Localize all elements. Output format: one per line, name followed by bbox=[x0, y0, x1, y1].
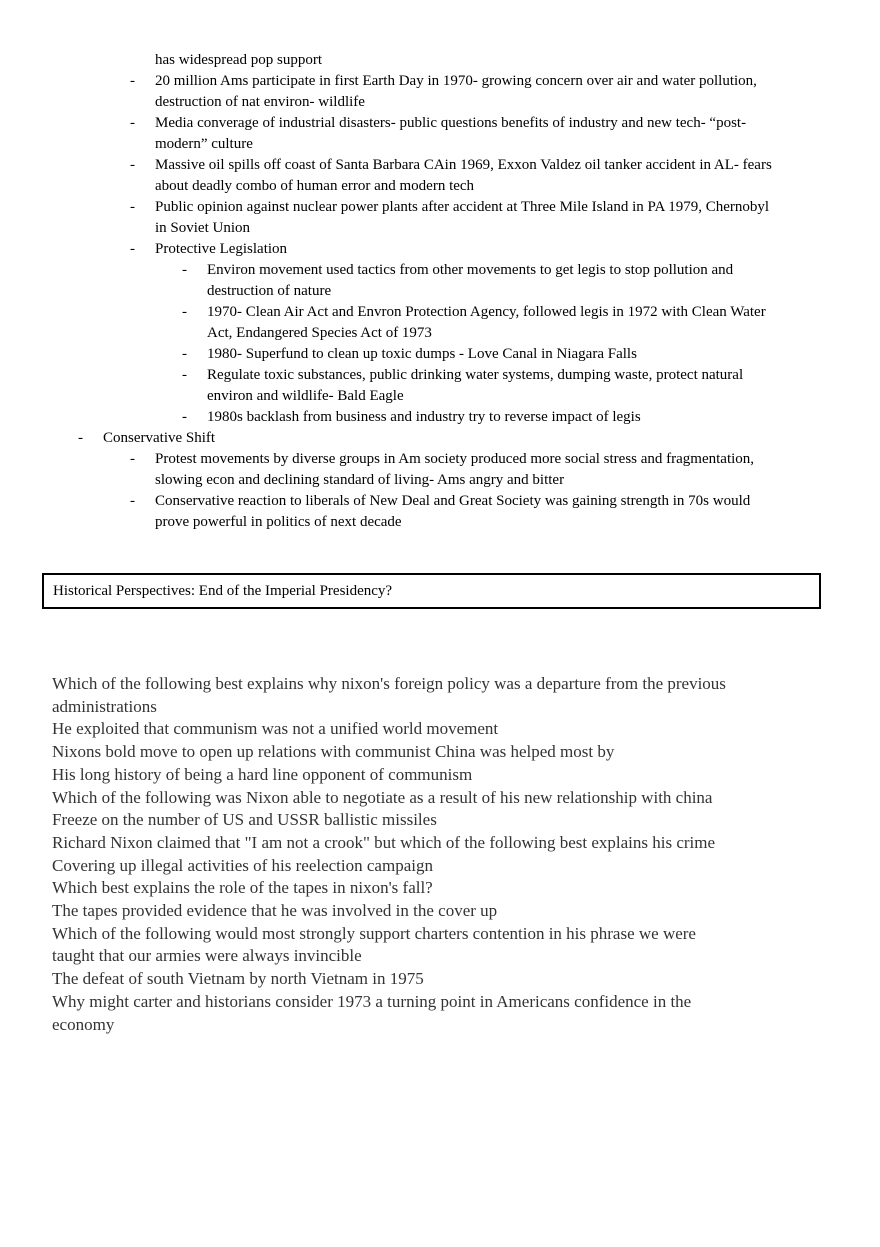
outline-item-text: Protective Legislation bbox=[155, 241, 288, 257]
answer-line: Freeze on the number of US and USSR ballistic missiles bbox=[52, 810, 437, 830]
bullet-dash: - bbox=[182, 367, 187, 383]
bullet-dash: - bbox=[130, 157, 135, 173]
outline-item-text: Conservative Shift bbox=[103, 430, 216, 446]
outline-item-text: Massive oil spills off coast of Santa Barbara CAin 1969, Exxon Valdez oil tanker accident in AL- fears about deadly combo of human error and modern tech bbox=[155, 157, 772, 194]
outline-item-text: 20 million Ams participate in first Earth Day in 1970- growing concern over air and water pollution, destruction of nat environ- wildlife bbox=[155, 73, 757, 110]
outline-item-text: Public opinion against nuclear power plants after accident at Three Mile Island in PA 1979, Chernobyl in Soviet Union bbox=[155, 199, 770, 236]
bullet-dash: - bbox=[78, 430, 83, 446]
bullet-dash: - bbox=[130, 115, 135, 131]
outline-item-text: Conservative reaction to liberals of New Deal and Great Society was gaining strength in 70s would prove powerful in politics of next decade bbox=[155, 493, 751, 530]
bullet-dash: - bbox=[182, 304, 187, 320]
notes-outline bbox=[0, 50, 880, 533]
answer-line: The defeat of south Vietnam by north Vietnam in 1975 bbox=[52, 969, 424, 989]
question-line: Which of the following would most strongly support charters contention in his phrase we were taught that our armies were always invincible bbox=[52, 923, 696, 966]
outline-item bbox=[0, 407, 880, 428]
outline-item bbox=[0, 491, 880, 533]
answer-line: His long history of being a hard line opponent of communism bbox=[52, 764, 473, 784]
bullet-dash: - bbox=[130, 241, 135, 257]
question-line: Richard Nixon claimed that "I am not a crook" but which of the following best explains his crime bbox=[52, 832, 716, 852]
outline-item-text: Environ movement used tactics from other movements to get legis to stop pollution and destruction of nature bbox=[207, 262, 734, 299]
question-line: Which best explains the role of the tapes in nixon's fall? bbox=[52, 878, 433, 898]
outline-item-text: 1980s backlash from business and industry try to reverse impact of legis bbox=[207, 409, 641, 425]
answer-line: The tapes provided evidence that he was involved in the cover up bbox=[52, 901, 498, 921]
bullet-dash: - bbox=[182, 346, 187, 362]
outline-item bbox=[0, 344, 880, 365]
outline-item-text: 1980- Superfund to clean up toxic dumps - Love Canal in Niagara Falls bbox=[207, 346, 637, 362]
outline-item bbox=[0, 50, 880, 71]
outline-item bbox=[0, 428, 880, 449]
bullet-dash: - bbox=[130, 199, 135, 215]
question-answer-list bbox=[52, 673, 732, 1036]
outline-item bbox=[0, 113, 880, 155]
bullet-dash: - bbox=[130, 73, 135, 89]
outline-item bbox=[0, 155, 880, 197]
outline-item bbox=[0, 197, 880, 239]
outline-item bbox=[0, 449, 880, 491]
answer-line: He exploited that communism was not a unified world movement bbox=[52, 719, 499, 739]
question-line: Nixons bold move to open up relations with communist China was helped most by bbox=[52, 742, 615, 762]
outline-item bbox=[0, 302, 880, 344]
bullet-dash: - bbox=[130, 451, 135, 467]
question-line: Which of the following best explains why nixon's foreign policy was a departure from the previous administrations bbox=[52, 674, 726, 716]
bullet-dash: - bbox=[130, 493, 135, 509]
outline-item-text: has widespread pop support bbox=[155, 52, 323, 68]
outline-item-text: Protest movements by diverse groups in Am society produced more social stress and fragmentation, slowing econ and declining standard of living- Ams angry and bitter bbox=[155, 451, 755, 488]
bullet-dash: - bbox=[182, 409, 187, 425]
outline-item bbox=[0, 71, 880, 113]
outline-item-text: Regulate toxic substances, public drinking water systems, dumping waste, protect natural environ and wildlife- Bald Eagle bbox=[207, 367, 744, 404]
section-title: Historical Perspectives: End of the Imperial Presidency? bbox=[53, 583, 393, 599]
outline-item bbox=[0, 239, 880, 260]
bullet-dash: - bbox=[182, 262, 187, 278]
question-line: Why might carter and historians consider 1973 a turning point in Americans confidence in the economy bbox=[52, 991, 692, 1034]
question-line: Which of the following was Nixon able to negotiate as a result of his new relationship with china bbox=[52, 787, 713, 807]
outline-item bbox=[0, 260, 880, 302]
section-title-box bbox=[42, 573, 821, 609]
outline-item-text: Media converage of industrial disasters- public questions benefits of industry and new tech- “post-modern” culture bbox=[155, 115, 747, 152]
outline-item bbox=[0, 365, 880, 407]
outline-item-text: 1970- Clean Air Act and Envron Protection Agency, followed legis in 1972 with Clean Water Act, Endangered Species Act of 1973 bbox=[207, 304, 766, 341]
answer-line: Covering up illegal activities of his reelection campaign bbox=[52, 855, 433, 875]
